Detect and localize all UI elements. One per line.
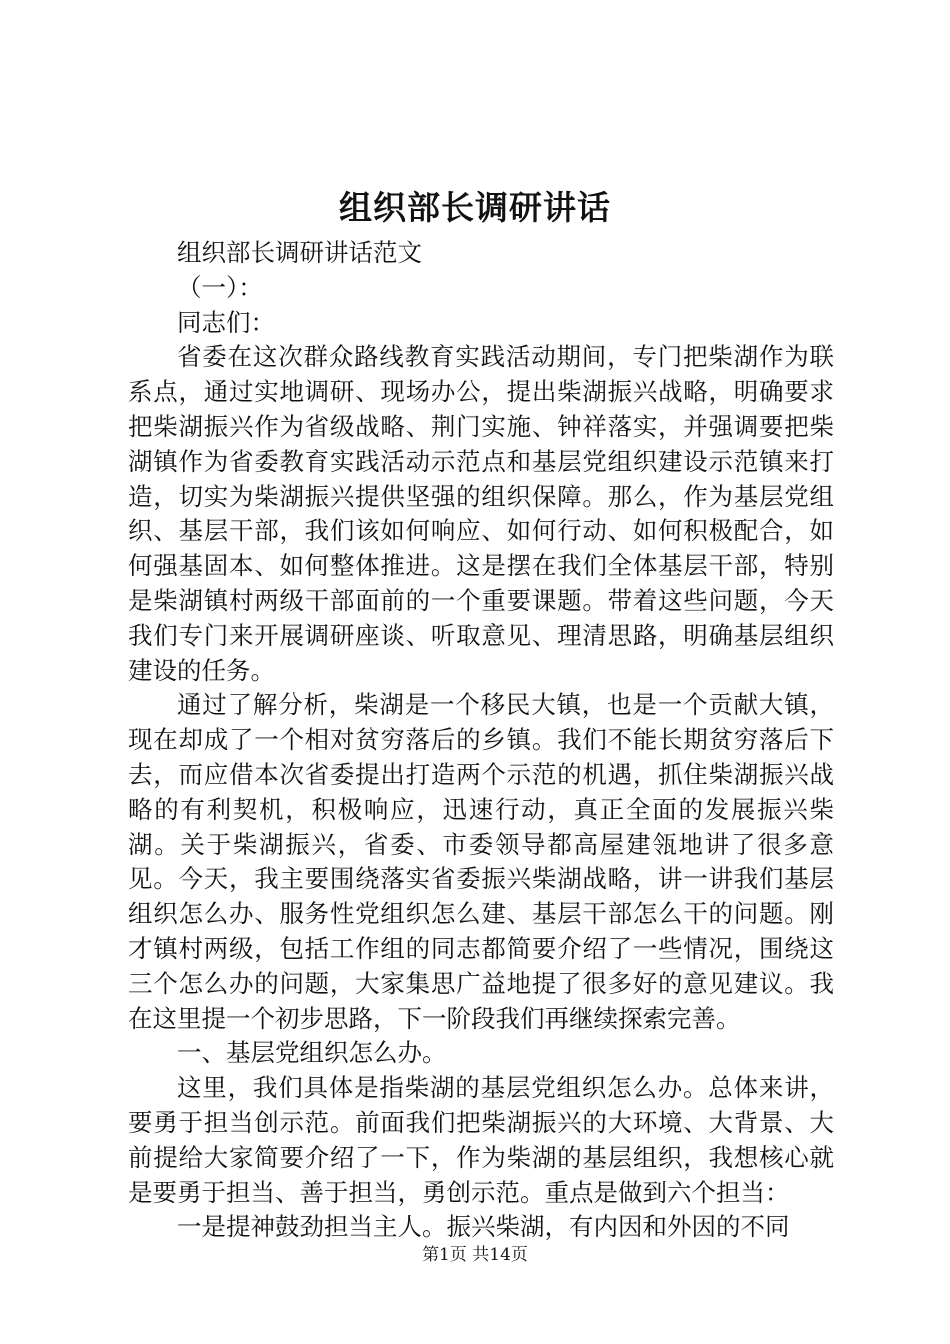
section-number-paragraph: （一）： [177,272,263,302]
body-paragraph: 这里，我们具体是指柴湖的基层党组织怎么办。总体来讲，要勇于担当创示范。前面我们把柴湖振兴的大环境、大背景、大前提给大家简要介绍了一下，作为柴湖的基层组织，我想核心就是要勇于担当、善于担当，勇创示范。重点是做到六个担当： [128,1073,834,1207]
body-paragraph: 通过了解分析，柴湖是一个移民大镇，也是一个贡献大镇，现在却成了一个相对贫穷落后的乡镇。我们不能长期贫穷落后下去，而应借本次省委提出打造两个示范的机遇，抓住柴湖振兴战略的有利契机，积极响应，迅速行动，真正全面的发展振兴柴湖。关于柴湖振兴，省委、市委领导都高屋建瓴地讲了很多意见。今天，我主要围绕落实省委振兴柴湖战略，讲一讲我们基层组织怎么办、服务性党组织怎么建、基层干部怎么干的问题。刚才镇村两级，包括工作组的同志都简要介绍了一些情况，围绕这三个怎么办的问题，大家集思广益地提了很多好的意见建议。我在这里提一个初步思路，下一阶段我们再继续探索完善。 [128,690,834,1033]
salutation-paragraph: 同志们： [177,307,275,337]
document-title: 组织部长调研讲话 [339,188,611,227]
subtitle-paragraph: 组织部长调研讲话范文 [177,238,422,267]
document-body [128,236,834,1245]
body-paragraph: 省委在这次群众路线教育实践活动期间，专门把柴湖作为联系点，通过实地调研、现场办公，提出柴湖振兴战略，明确要求把柴湖振兴作为省级战略、荆门实施、钟祥落实，并强调要把柴湖镇作为省委教育实践活动示范点和基层党组织建设示范镇来打造，切实为柴湖振兴提供坚强的组织保障。那么，作为基层党组织、基层干部，我们该如何响应、如何行动、如何积极配合，如何强基固本、如何整体推进。这是摆在我们全体基层干部，特别是柴湖镇村两级干部面前的一个重要课题。带着这些问题，今天我们专门来开展调研座谈、听取意见、理清思路，明确基层组织建设的任务。 [128,342,834,685]
section-heading: 一、基层党组织怎么办。 [177,1038,447,1068]
body-paragraph: 一是提神鼓劲担当主人。振兴柴湖，有内因和外因的不同 [177,1212,790,1242]
page-footer: 第1页 共14页 [422,1245,528,1265]
